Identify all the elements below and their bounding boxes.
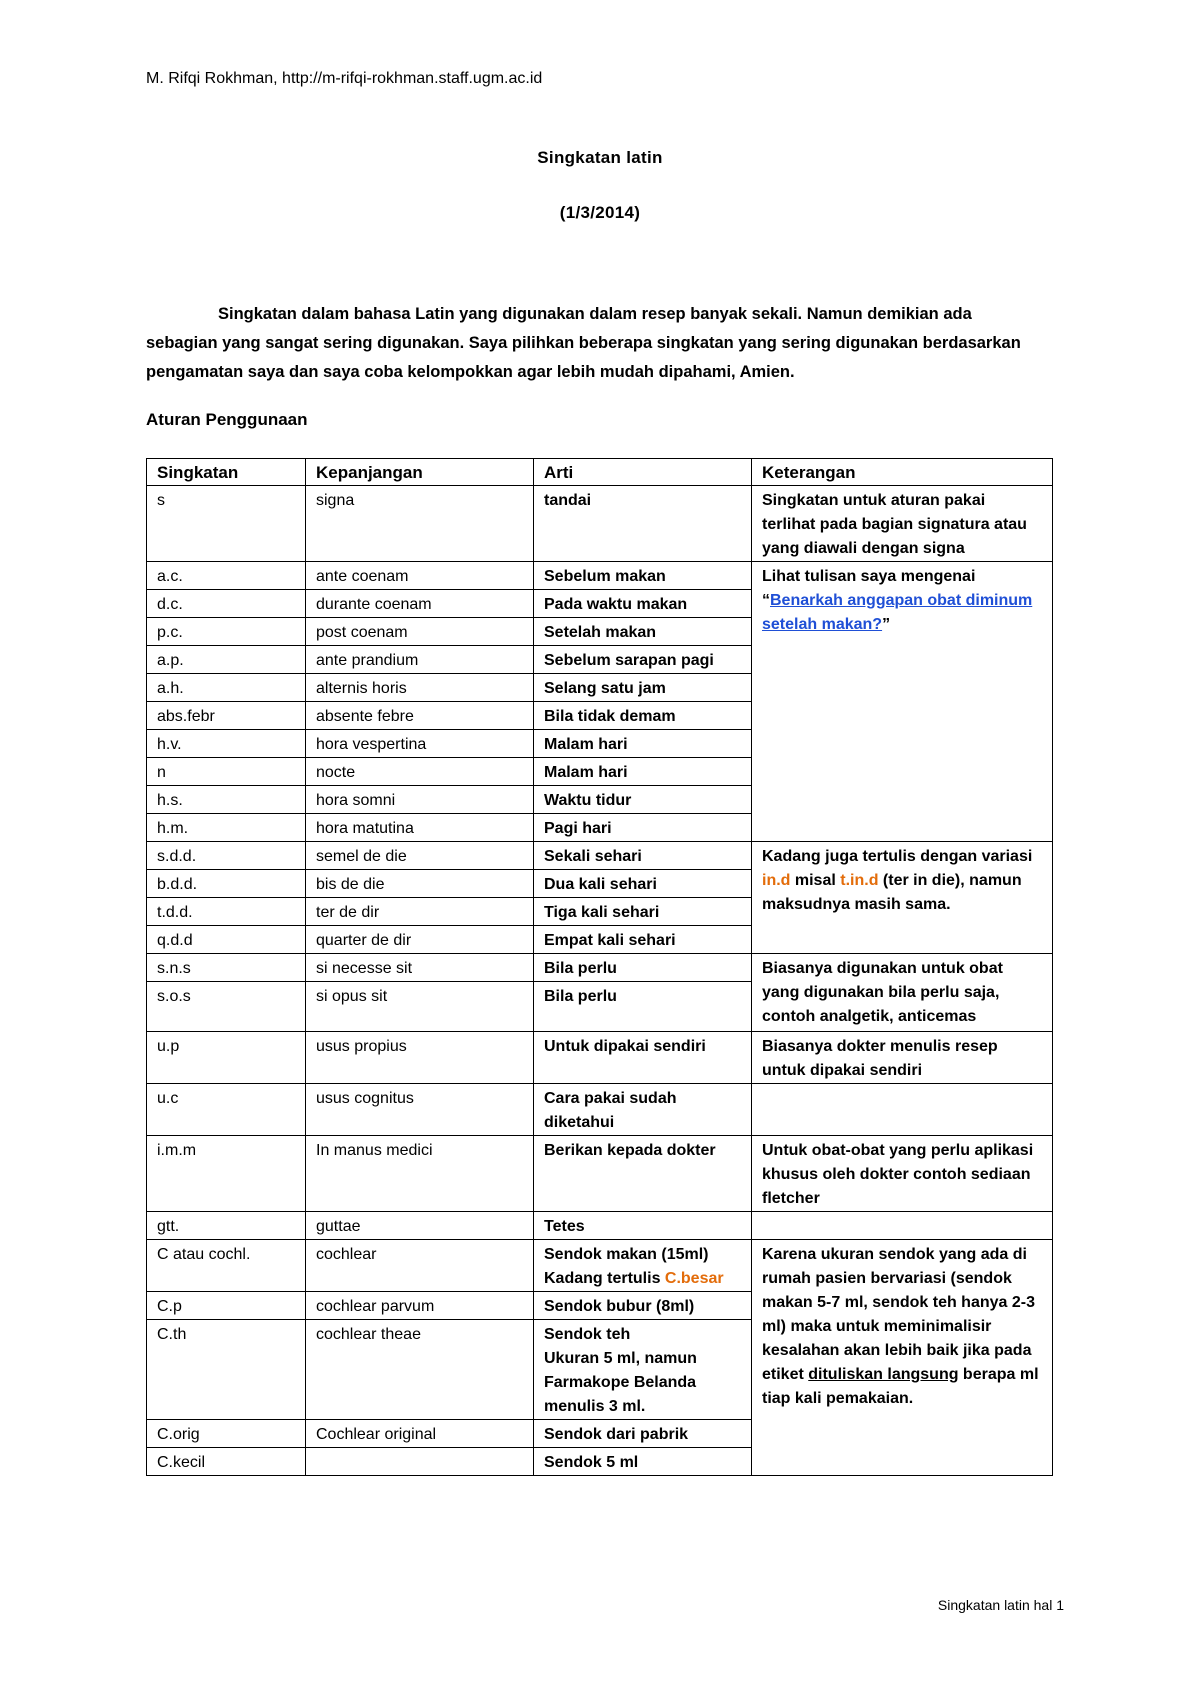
cell-latin: In manus medici	[306, 1136, 534, 1212]
cell-latin: post coenam	[306, 618, 534, 646]
cell-abbr: u.c	[147, 1084, 306, 1136]
cell-abbr: d.c.	[147, 590, 306, 618]
cell-abbr: u.p	[147, 1032, 306, 1084]
cell-latin: alternis horis	[306, 674, 534, 702]
cell-meaning	[534, 1240, 752, 1292]
cell-latin: guttae	[306, 1212, 534, 1240]
cell-latin: absente febre	[306, 702, 534, 730]
intro-line-1: Singkatan dalam bahasa Latin yang digunakan dalam resep banyak sekali. Namun demikian ada	[218, 305, 972, 323]
cell-abbr: q.d.d	[147, 926, 306, 954]
cell-meaning: Setelah makan	[534, 618, 752, 646]
cell-latin: semel de die	[306, 842, 534, 870]
note-daily-text-2: misal	[790, 872, 841, 889]
page-header: M. Rifqi Rokhman, http://m-rifqi-rokhman.staff.ugm.ac.id	[146, 70, 543, 87]
cell-meaning: Bila perlu	[534, 954, 752, 982]
table-row	[147, 1212, 1053, 1240]
cell-abbr: h.v.	[147, 730, 306, 758]
cell-meaning: Berikan kepada dokter	[534, 1136, 752, 1212]
cell-meaning: Bila perlu	[534, 982, 752, 1032]
note-spoon-underlined: dituliskan langsung	[808, 1366, 959, 1383]
cell-meaning: Pada waktu makan	[534, 590, 752, 618]
cell-meaning-line: Sendok teh	[544, 1326, 631, 1343]
cell-latin: durante coenam	[306, 590, 534, 618]
cell-meaning: Pagi hari	[534, 814, 752, 842]
cell-meaning: Cara pakai sudah diketahui	[534, 1084, 752, 1136]
cell-latin: hora matutina	[306, 814, 534, 842]
cell-latin: Cochlear original	[306, 1420, 534, 1448]
cell-abbr: t.d.d.	[147, 898, 306, 926]
table-row	[147, 486, 1053, 562]
cell-abbr: s	[147, 486, 306, 562]
cell-abbr: i.m.m	[147, 1136, 306, 1212]
cell-meaning: Sendok bubur (8ml)	[534, 1292, 752, 1320]
note-empty	[752, 1212, 1053, 1240]
cell-meaning: Tetes	[534, 1212, 752, 1240]
cell-latin: cochlear parvum	[306, 1292, 534, 1320]
c-besar-term: C.besar	[664, 1270, 724, 1287]
cell-meaning: Bila tidak demam	[534, 702, 752, 730]
cell-abbr: h.m.	[147, 814, 306, 842]
c-besar-prefix: Kadang tertulis	[544, 1270, 665, 1287]
header-arti: Arti	[534, 459, 752, 486]
cell-meaning: Waktu tidur	[534, 786, 752, 814]
cell-meaning: Empat kali sehari	[534, 926, 752, 954]
note-meal-open-quote: “	[762, 592, 770, 609]
cell-abbr: s.d.d.	[147, 842, 306, 870]
cell-latin: cochlear theae	[306, 1320, 534, 1420]
intro-paragraph	[146, 300, 1046, 387]
note-spoon-text-1: Karena ukuran sendok yang ada di rumah pasien bervariasi (sendok makan 5-7 ml, sendok teh hanya 2-3 ml) maka untuk meminimalisir kesalahan akan lebih baik jika pada etiket	[762, 1246, 1035, 1383]
cell-latin: cochlear	[306, 1240, 534, 1292]
cell-latin: usus propius	[306, 1032, 534, 1084]
cell-latin: si necesse sit	[306, 954, 534, 982]
note-meal-times	[752, 562, 1053, 842]
section-title: Aturan Penggunaan	[146, 410, 308, 429]
cell-meaning	[534, 1320, 752, 1420]
cth-note: Ukuran 5 ml, namun Farmakope Belanda menulis 3 ml.	[544, 1350, 697, 1415]
cell-meaning: Sekali sehari	[534, 842, 752, 870]
table-row	[147, 842, 1053, 870]
article-link[interactable]: Benarkah anggapan obat diminum setelah makan?	[762, 592, 1033, 633]
cell-abbr: C atau cochl.	[147, 1240, 306, 1292]
cell-meaning: Tiga kali sehari	[534, 898, 752, 926]
note-doctor: Untuk obat-obat yang perlu aplikasi khusus oleh dokter contoh sediaan fletcher	[752, 1136, 1053, 1212]
note-empty	[752, 1084, 1053, 1136]
note-daily-term-1: in.d	[762, 872, 791, 889]
cell-meaning: Dua kali sehari	[534, 870, 752, 898]
table-row	[147, 562, 1053, 590]
cell-meaning: tandai	[534, 486, 752, 562]
header-kepanjangan: Kepanjangan	[306, 459, 534, 486]
cell-abbr: a.h.	[147, 674, 306, 702]
table-row	[147, 1084, 1053, 1136]
note-meal-close-quote: ”	[882, 616, 891, 633]
cell-abbr: h.s.	[147, 786, 306, 814]
cell-latin: ter de dir	[306, 898, 534, 926]
page-footer: Singkatan latin hal 1	[937, 1597, 1064, 1613]
cell-meaning: Selang satu jam	[534, 674, 752, 702]
cell-meaning: Sendok 5 ml	[534, 1448, 752, 1476]
cell-latin: nocte	[306, 758, 534, 786]
table-row	[147, 954, 1053, 982]
cell-abbr: n	[147, 758, 306, 786]
intro-line-2: sebagian yang sangat sering digunakan. Saya pilihkan beberapa singkatan yang sering digunakan berdasarkan	[146, 334, 1021, 352]
cell-meaning: Sendok dari pabrik	[534, 1420, 752, 1448]
table-row	[147, 1240, 1053, 1292]
header-singkatan: Singkatan	[147, 459, 306, 486]
cell-abbr: C.kecil	[147, 1448, 306, 1476]
cell-abbr: gtt.	[147, 1212, 306, 1240]
cell-abbr: s.n.s	[147, 954, 306, 982]
page-title: Singkatan latin	[537, 148, 663, 167]
note-daily-text-1: Kadang juga tertulis dengan variasi	[762, 848, 1033, 865]
cell-meaning-line: Sendok makan (15ml)	[544, 1246, 709, 1263]
note-meal-prefix: Lihat tulisan saya mengenai	[762, 568, 976, 585]
page-date: (1/3/2014)	[559, 203, 641, 222]
cell-latin: ante prandium	[306, 646, 534, 674]
cell-latin: hora somni	[306, 786, 534, 814]
cell-meaning: Sebelum sarapan pagi	[534, 646, 752, 674]
table-row	[147, 1136, 1053, 1212]
cell-abbr: abs.febr	[147, 702, 306, 730]
abbreviation-table	[146, 458, 1053, 1476]
cell-latin: usus cognitus	[306, 1084, 534, 1136]
note-daily-text-3: (ter in die), namun maksudnya masih sama.	[762, 872, 1022, 913]
note-as-needed: Biasanya digunakan untuk obat yang digunakan bila perlu saja, contoh analgetik, anticemas	[752, 954, 1053, 1032]
table-row	[147, 1032, 1053, 1084]
cell-meaning: Malam hari	[534, 758, 752, 786]
cell-latin: si opus sit	[306, 982, 534, 1032]
cell-abbr: a.p.	[147, 646, 306, 674]
cell-latin: bis de die	[306, 870, 534, 898]
cell-abbr: a.c.	[147, 562, 306, 590]
cell-latin: ante coenam	[306, 562, 534, 590]
cell-meaning: Malam hari	[534, 730, 752, 758]
note-own-use: Biasanya dokter menulis resep untuk dipakai sendiri	[752, 1032, 1053, 1084]
note-spoon-text-2: berapa ml tiap kali pemakaian.	[762, 1366, 1039, 1407]
cell-abbr: p.c.	[147, 618, 306, 646]
note-signa: Singkatan untuk aturan pakai terlihat pada bagian signatura atau yang diawali dengan signa	[752, 486, 1053, 562]
cell-latin	[306, 1448, 534, 1476]
cell-abbr: b.d.d.	[147, 870, 306, 898]
table-header-row	[147, 459, 1053, 486]
cell-abbr: C.p	[147, 1292, 306, 1320]
cell-latin: quarter de dir	[306, 926, 534, 954]
cell-abbr: C.orig	[147, 1420, 306, 1448]
cell-meaning: Untuk dipakai sendiri	[534, 1032, 752, 1084]
note-spoon-size	[752, 1240, 1053, 1476]
cell-latin: signa	[306, 486, 534, 562]
cell-meaning: Sebelum makan	[534, 562, 752, 590]
header-keterangan: Keterangan	[752, 459, 1053, 486]
note-daily-term-2: t.in.d	[840, 872, 879, 889]
intro-line-3: pengamatan saya dan saya coba kelompokkan agar lebih mudah dipahami, Amien.	[146, 363, 795, 381]
cell-latin: hora vespertina	[306, 730, 534, 758]
cell-abbr: s.o.s	[147, 982, 306, 1032]
note-daily-frequency	[752, 842, 1053, 954]
cell-abbr: C.th	[147, 1320, 306, 1420]
